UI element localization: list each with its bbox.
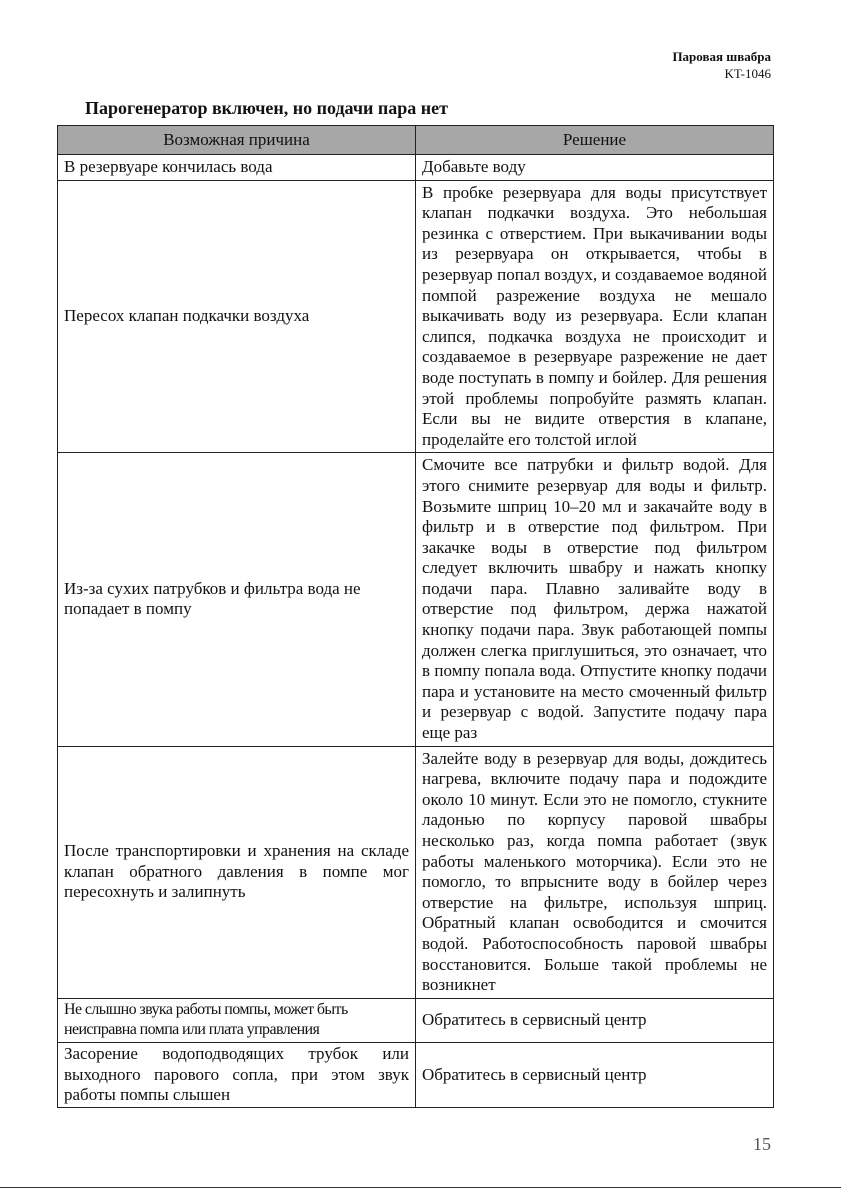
- solution-cell: В пробке резервуара для воды присутствует клапан подкачки воздуха. Это небольшая резинка с отверстием. При выкачивании воды из резервуара он открывается, чтобы в резервуар попал воздух, и создаваемое водяной помпой разрежение воздуха не мешало выкачивать воду из резервуара. Если клапан слипся, подкачка воздуха не происходит и создаваемое в резервуаре разрежение не дает воде поступать в помпу и бойлер. Для решения этой проблемы попробуйте размять клапан. Если вы не видите отверстия в клапане, проделайте его толстой иглой: [416, 180, 774, 453]
- document-title: Паровая швабра: [672, 49, 771, 64]
- bottom-divider: [0, 1187, 841, 1188]
- solution-cell: Добавьте воду: [416, 155, 774, 181]
- solution-cell: Залейте воду в резервуар для воды, дождитесь нагрева, включите подачу пара и подождите около 10 минут. Если это не помогло, стукните ладонью по корпусу паровой швабры несколько раз, когда помпа работает (звук работы маленького моторчика). Если это не помогло, то впрысните воду в бойлер через отверстие на фильтре, используя шприц. Обратный клапан освободится и смочится водой. Работоспособность паровой швабры восстановится. Больше такой проблемы не возникнет: [416, 746, 774, 998]
- cause-cell: Не слышно звука работы помпы, может быть неисправна помпа или плата управления: [58, 998, 416, 1042]
- table-row: [58, 180, 774, 453]
- model-number: KT-1046: [724, 66, 771, 81]
- cause-cell: В резервуаре кончилась вода: [58, 155, 416, 181]
- table-header-row: [58, 126, 774, 155]
- column-header-cause: Возможная причина: [58, 126, 416, 155]
- cause-cell: Засорение водоподводящих трубок или выходного парового сопла, при этом звук работы помпы слышен: [58, 1042, 416, 1107]
- section-title: Парогенератор включен, но подачи пара нет: [85, 98, 448, 118]
- column-header-solution: Решение: [416, 126, 774, 155]
- solution-cell: Обратитесь в сервисный центр: [416, 998, 774, 1042]
- table-row: [58, 155, 774, 181]
- table-row: [58, 998, 774, 1042]
- page-header: [672, 48, 771, 82]
- solution-cell: Смочите все патрубки и фильтр водой. Для этого снимите резервуар для воды и фильтр. Возьмите шприц 10–20 мл и закачайте воду в фильтр и в отверстие под фильтром. При закачке воды в отверстие под фильтром следует включить швабру и нажать кнопку подачи пара. Плавно заливайте воду в отверстие под фильтром, держа нажатой кнопку подачи пара. Звук работающей помпы должен слегка приглушиться, это означает, что в помпу попала вода. Отпустите кнопку подачи пара и установите на место смоченный фильтр и резервуар с водой. Запустите подачу пара еще раз: [416, 453, 774, 746]
- solution-cell: Обратитесь в сервисный центр: [416, 1042, 774, 1107]
- table-row: [58, 453, 774, 746]
- table-row: [58, 1042, 774, 1107]
- cause-cell: После транспортировки и хранения на складе клапан обратного давления в помпе мог пересохнуть и залипнуть: [58, 746, 416, 998]
- cause-cell: Пересох клапан подкачки воздуха: [58, 180, 416, 453]
- troubleshooting-table: [57, 125, 774, 1108]
- cause-cell: Из-за сухих патрубков и фильтра вода не попадает в помпу: [58, 453, 416, 746]
- table-row: [58, 746, 774, 998]
- page-number: 15: [753, 1134, 771, 1154]
